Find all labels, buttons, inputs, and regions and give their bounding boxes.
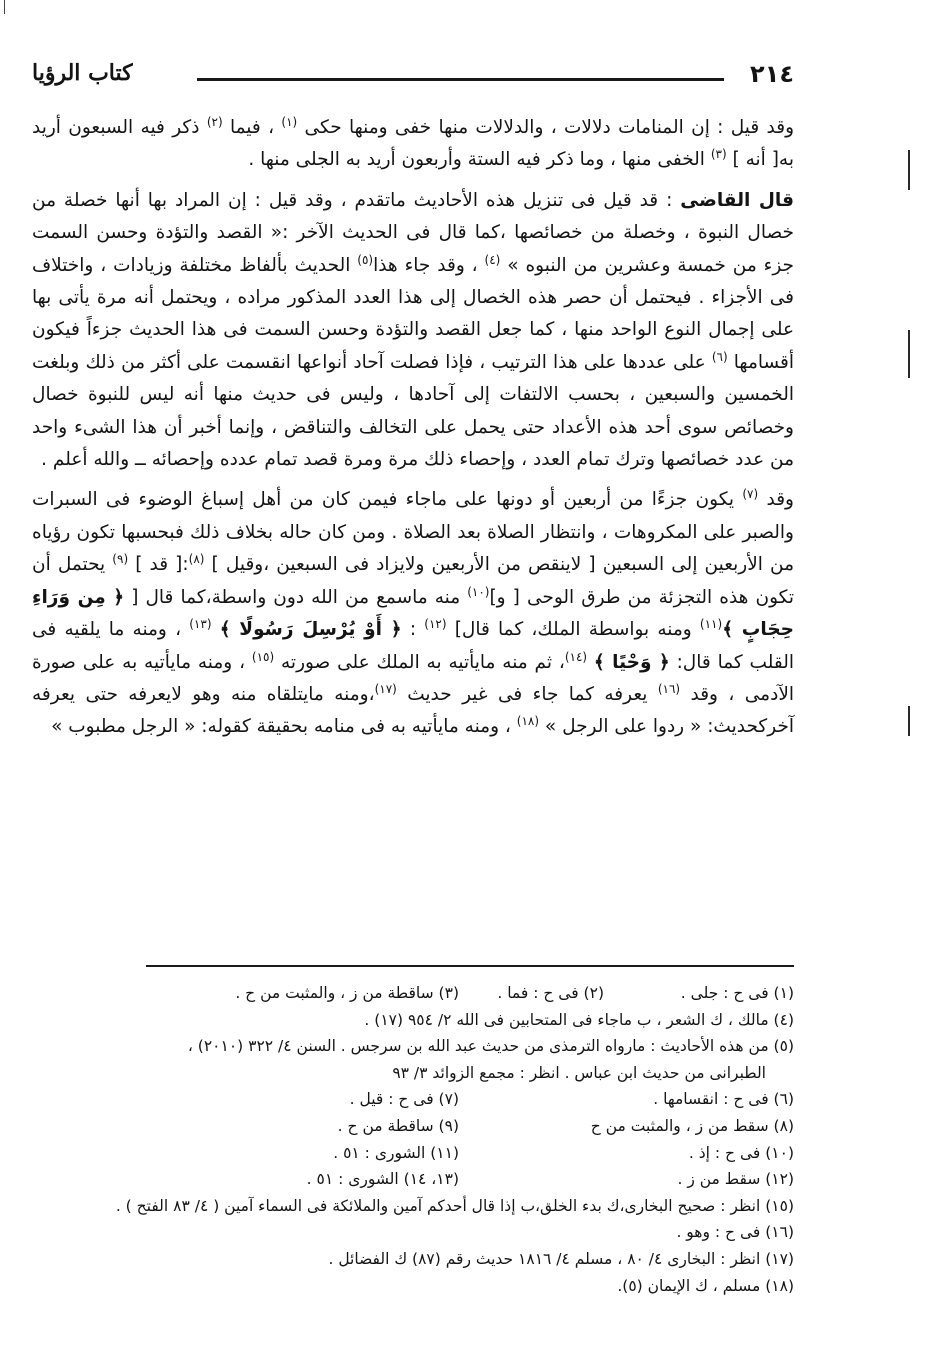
text-run: ومنه بواسطة الملك، كما قال] (446, 619, 700, 641)
text-run: ، وقد جاء هذا (373, 254, 485, 276)
footnote-ref: (٥) (357, 252, 374, 267)
text-run: وقد (758, 489, 794, 511)
text-run: ، فيما (222, 117, 282, 138)
footnote-ref: (١٧) (374, 681, 397, 696)
footnotes (80, 980, 794, 1299)
footnote-row (80, 1166, 794, 1193)
footnote-15: (١٥) انظر : صحيح البخارى،ك بدء الخلق،ب إذا قال أحدكم آمين والملائكة فى السماء آمين ( ٤/ ٨٣ الفتح ) . (115, 1196, 794, 1215)
header-rule (197, 78, 724, 81)
margin-line-1 (908, 150, 910, 190)
paragraph-1 (32, 112, 794, 177)
footnote-ref: (٣) (710, 147, 727, 162)
text-run: يحتمل أن تكون هذه التجزئة من طرق الوحى [ و] (32, 554, 794, 608)
scan-edge-mark (4, 0, 5, 14)
margin-line-2 (908, 330, 910, 378)
text-run: ذكر فيه السبعون أريد به[ أنه ] (32, 117, 794, 171)
footnote-ref: (١) (281, 114, 298, 129)
footnote-13-14: (١٣، ١٤) الشورى : ٥١ . (306, 1170, 459, 1189)
footnote-rule (146, 965, 794, 967)
footnote-4: (٤) مالك ، ك الشعر ، ب ماجاء فى المتحابين فى الله ٢/ ٩٥٤ (١٧) . (364, 1010, 794, 1029)
bold-text: ﴿ مِن وَرَاءِ حِجَابٍ ﴾ (32, 586, 794, 641)
footnote-ref: (١٤) (564, 649, 588, 664)
footnote-row (80, 1086, 794, 1113)
footnote-3: (٣) ساقطة من ز ، والمثبت من ح . (235, 984, 459, 1002)
text-run: الخفى منها ، وما ذكر فيه الستة وأربعون أريد به الجلى منها . (248, 149, 711, 171)
text-run: :[ قد ] (128, 554, 189, 576)
margin-line-3 (908, 706, 910, 736)
text-run: منه ماسمع من الله دون واسطة،كما قال [ (124, 586, 468, 608)
footnote-ref: (٤) (484, 252, 501, 267)
bold-text: ﴿ وَحْيًا ﴾ (593, 651, 670, 673)
paragraph-3 (32, 484, 794, 743)
page-number: ٢١٤ (750, 60, 794, 88)
text-run: ، ومنه ما يلقيه فى القلب كما قال: (32, 619, 794, 673)
footnote-row (80, 980, 794, 1007)
book-title: كتاب الرؤيا (32, 60, 133, 86)
body-text (32, 112, 794, 752)
footnote-18: (١٨) مسلم ، ك الإيمان (٥). (617, 1276, 794, 1295)
footnote-ref: (١١) (699, 616, 723, 631)
bold-text: قال القاضى (680, 189, 794, 211)
footnote-ref: (٩) (112, 552, 129, 567)
text-run: : قد قيل فى تنزيل هذه الأحاديث ماتقدم ، وقد قيل : إن المراد بها أنها خصلة من خصال النبوة ، وخصلة من خصائصها ،كما قال فى الحديث الآخر :« القصد والتؤدة وحسن السمت جزء من خمسة وعشرين من النبوه » (32, 189, 794, 276)
text-run: ، ثم منه مايأتيه به الملك على صورته (274, 651, 565, 673)
text-run (212, 619, 220, 640)
footnote-row (80, 1140, 794, 1167)
text-run: على عددها على هذا الترتيب ، فإذا فصلت آحاد أنواعها انقسمت على أكثر من ذلك وبلغت الخمسين والسبعين ، بحسب الالتفات إلى آحادها ، وليس فى حديث منها أنه ليس للنبوة خصال وخصائص سوى أحد هذه الأعداد حتى يحمل على التخالف والتناقض ، وإنما أخبر أن هذا الشىء واحد من عدد خصائصها وترك تمام العدد ، وإحصاء ذلك مرة ومرة قصد تمام عدده وإحصائه ــ والله أعلم . (32, 351, 794, 471)
text-run: ، ومنه مايأتيه به فى منامه بحقيقة كقوله: « الرجل مطبوب » (51, 716, 517, 738)
footnote-2: (٢) فى ح : فما . (497, 984, 604, 1002)
text-run: الحديث بألفاظ مختلفة وزيادات ، واختلاف فى الأجزاء . فيحتمل أن حصر هذه الخصال إلى هذا العدد المذكور مراده ، ويحتمل أنه مرة يأتى بها على إجمال النوع الواحد منها ، كما جعل القصد والتؤدة وحسن السمت فى هذا الحديث جزءاً فيكون أقسامها (32, 254, 794, 373)
running-header (32, 56, 794, 92)
footnote-5-continued: الطبرانى من حديث ابن عباس . انظر : مجمع الزوائد ٣/ ٩٣ (392, 1063, 766, 1082)
paragraph-2 (32, 185, 794, 477)
footnote-row (80, 1113, 794, 1140)
footnote-7: (٧) فى ح : قيل . (349, 1090, 459, 1109)
footnote-9: (٩) ساقطة من ح . (337, 1116, 459, 1135)
footnote-16: (١٦) فى ح : وهو . (676, 1223, 794, 1242)
footnote-ref: (٦) (711, 349, 728, 364)
footnote-ref: (١٣) (189, 616, 212, 631)
footnote-5: (٥) من هذه الأحاديث : مارواه الترمذى من حديث عبد الله بن سرجس . السنن ٤/ ٣٢٢ (٢٠١٠) ، (187, 1037, 794, 1056)
text-run: وقد قيل : إن المنامات دلالات ، والدلالات منها خفى ومنها حكى (297, 117, 794, 138)
footnote-8: (٨) سقط من ز ، والمثبت من ح (590, 1116, 794, 1135)
footnote-ref: (١٥) (251, 649, 275, 664)
footnote-ref: (١٢) (424, 616, 447, 631)
text-run: يكون جزءًا من أربعين أو دونها على ماجاء فيمن كان من أهل إسباغ الوضوء فى السبرات والصبر على المكروهات ، وانتظار الصلاة بعد الصلاة . ومن كان حاله بخلاف ذلك فبحسبها تكون رؤياه من الأربعين إلى السبعين [ لاينقص من الأربعين ولايزاد فى السبعين ،وقيل ] (32, 489, 794, 576)
text-run: : (401, 619, 425, 641)
footnote-ref: (١٨) (516, 714, 540, 729)
footnote-ref: (١٦) (657, 681, 681, 696)
text-run: يعرفه كما جاء فى غير حديث (396, 683, 658, 705)
text-run: ، ومنه مايأتيه به على صورة الآدمى ، وقد (32, 651, 795, 705)
footnote-6: (٦) فى ح : انقسامها . (653, 1090, 794, 1109)
footnote-1: (١) فى ح : جلى . (680, 984, 794, 1002)
footnote-11: (١١) الشورى : ٥١ . (333, 1143, 459, 1162)
bold-text: ﴿ أَوْ يُرْسِلَ رَسُولًا ﴾ (219, 619, 402, 641)
text-run: ،ومنه مايتلقاه منه وهو لايعرفه حتى يعرفه آخركحديث: « ردوا على الرجل » (32, 683, 794, 738)
footnote-12: (١٢) سقط من ز . (677, 1170, 794, 1189)
text-run (587, 652, 594, 673)
footnote-ref: (٢) (206, 114, 223, 129)
footnote-ref: (٧) (742, 487, 759, 502)
footnote-ref: (٨) (188, 552, 205, 567)
footnote-10: (١٠) فى ح : إذ . (688, 1143, 794, 1162)
footnote-17: (١٧) انظر : البخارى ٤/ ٨٠ ، مسلم ٤/ ١٨١٦ حديث رقم (٨٧) ك الفضائل . (328, 1249, 794, 1268)
footnote-ref: (١٠) (467, 584, 490, 599)
